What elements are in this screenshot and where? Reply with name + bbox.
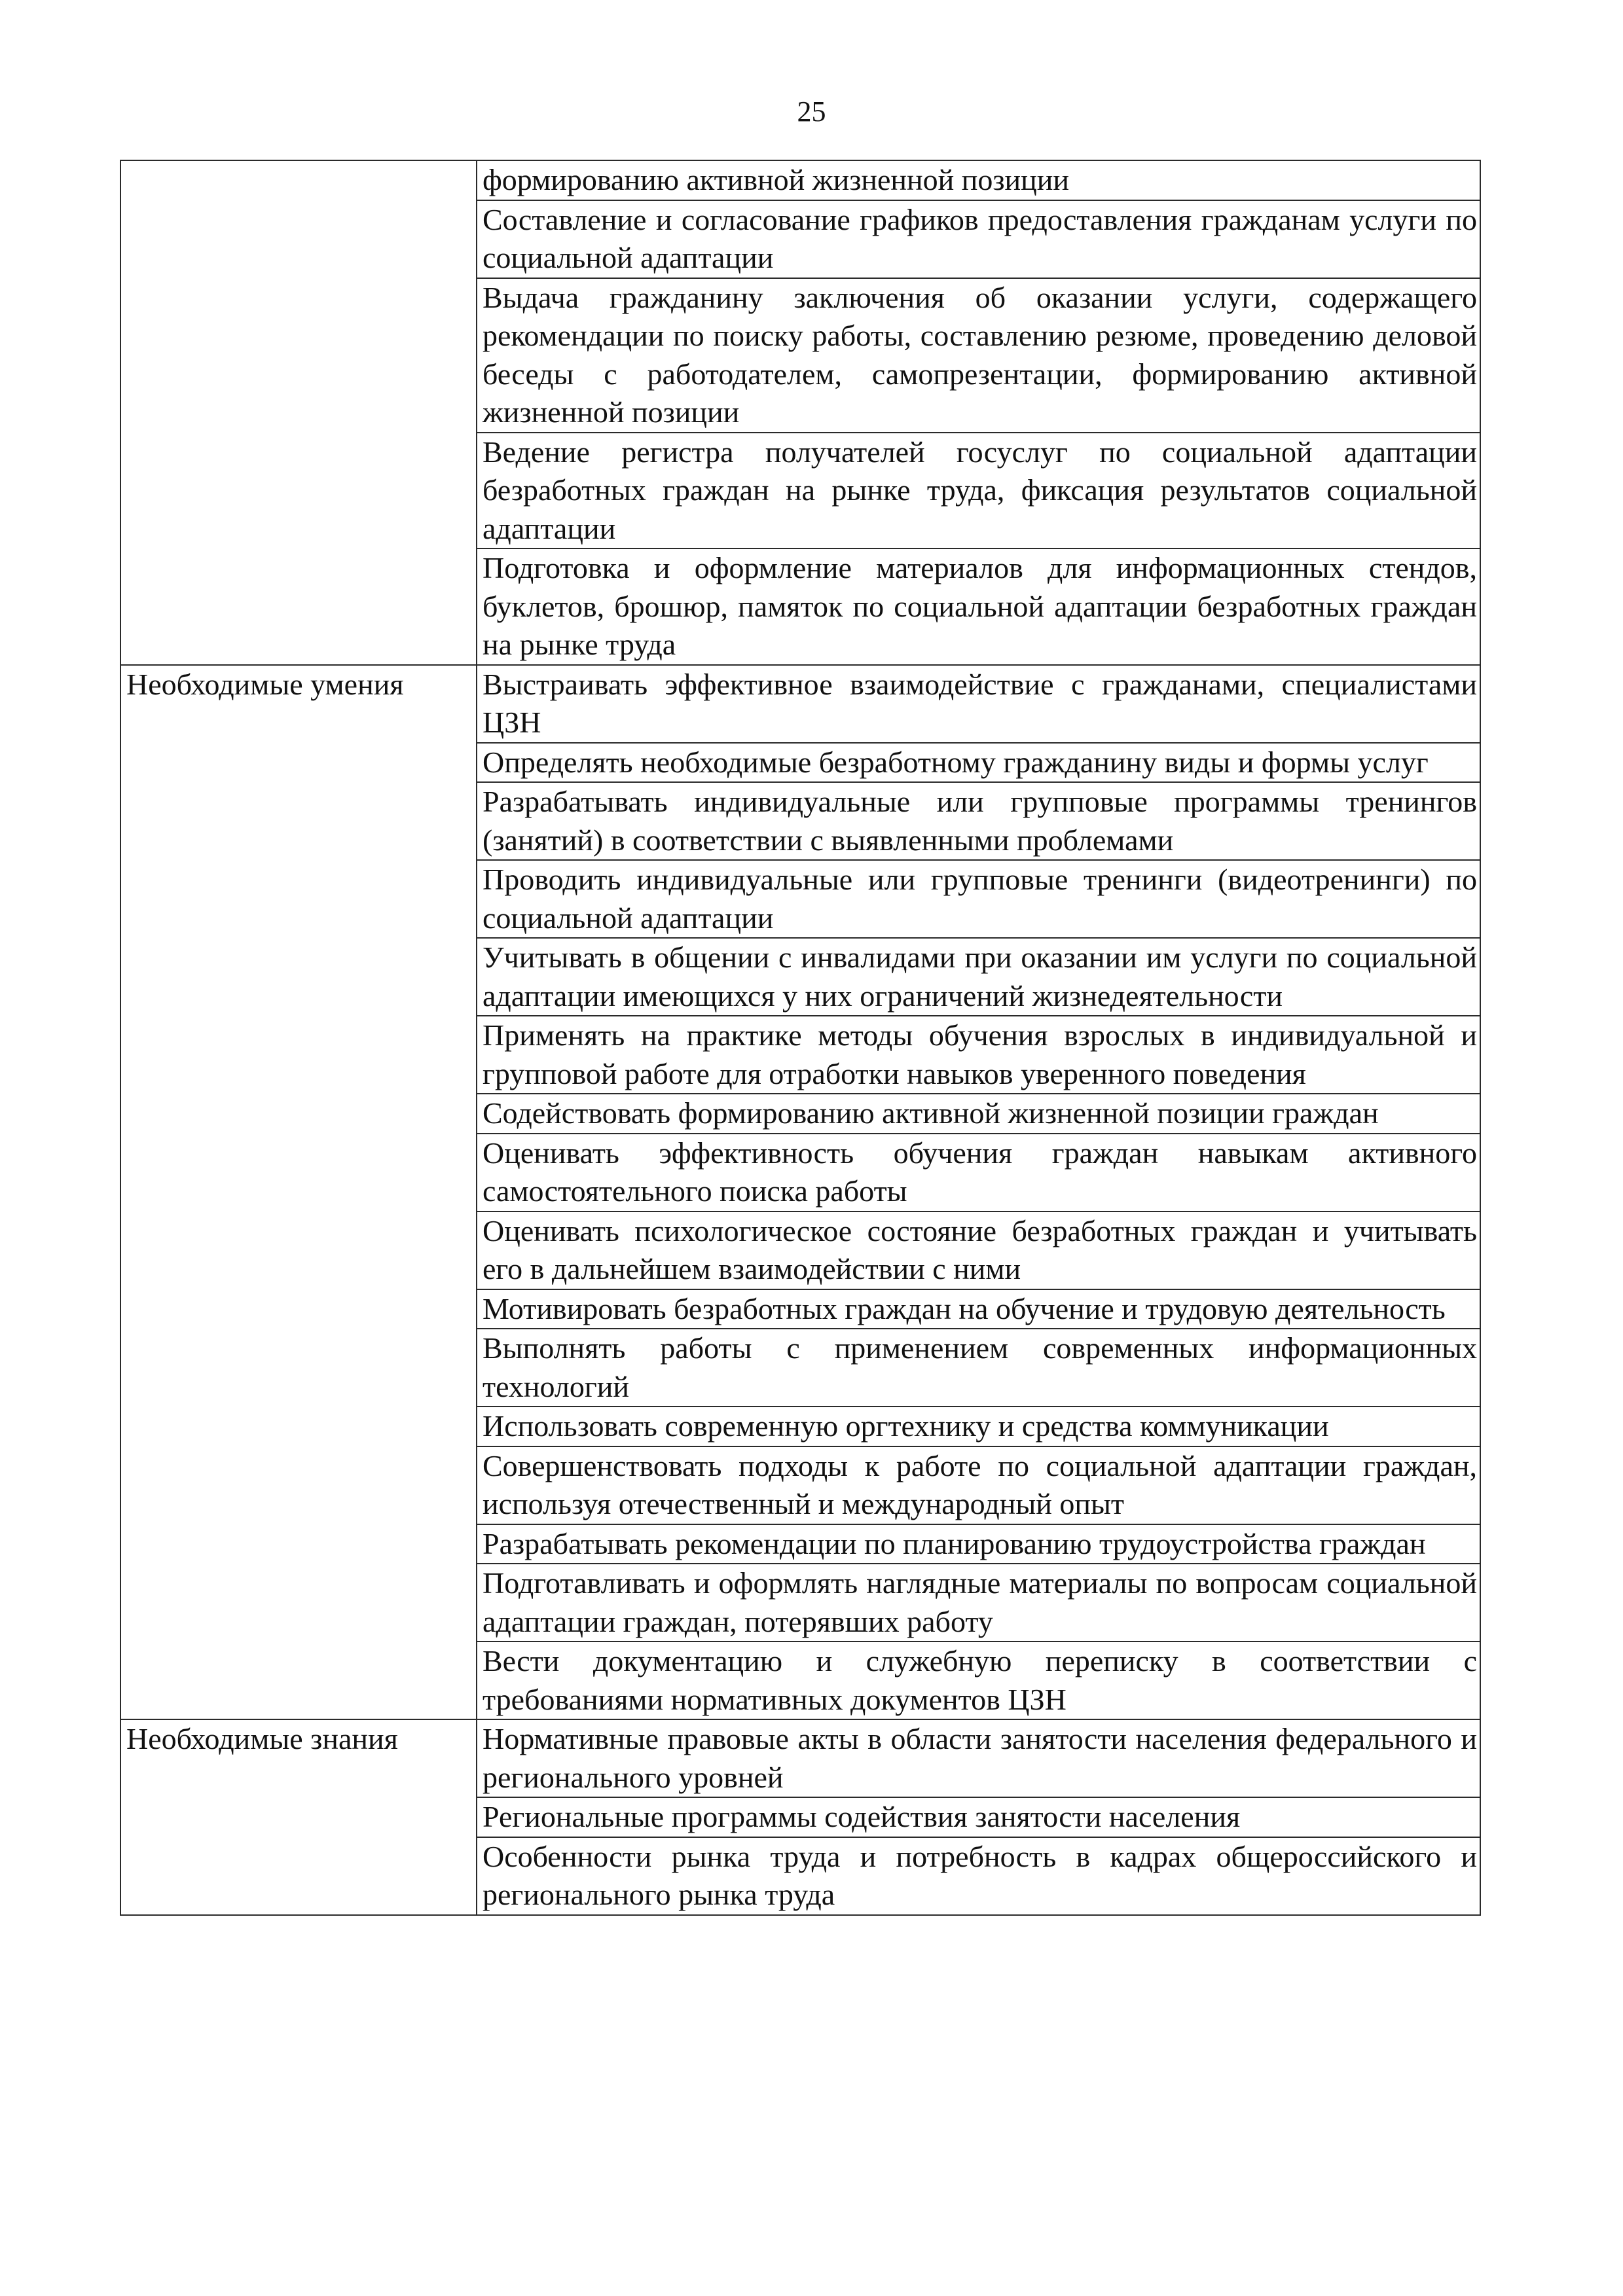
table-cell: Выстраивать эффективное взаимодействие с гражданами, специалистами ЦЗН [477,665,1480,743]
table-cell: Оценивать эффективность обучения граждан навыкам активного самостоятельного поиска работы [477,1134,1480,1211]
table-cell: Подготавливать и оформлять наглядные материалы по вопросам социальной адаптации граждан, потерявших работу [477,1564,1480,1641]
table-cell: Проводить индивидуальные или групповые тренинги (видеотренинги) по социальной адаптации [477,860,1480,938]
table-cell: Нормативные правовые акты в области занятости населения федерального и регионального уровней [477,1719,1480,1797]
continued-category-cell [120,160,477,665]
table-row [120,665,1480,743]
table-cell: Вести документацию и служебную переписку в соответствии с требованиями нормативных документов ЦЗН [477,1641,1480,1719]
table-cell: Учитывать в общении с инвалидами при оказании им услуги по социальной адаптации имеющихся у них ограничений жизнедеятельности [477,938,1480,1016]
table-cell: Подготовка и оформление материалов для информационных стендов, буклетов, брошюр, памяток по социальной адаптации безработных граждан на рынке труда [477,548,1480,665]
requirements-table [120,160,1481,1916]
table-cell: Оценивать психологическое состояние безработных граждан и учитывать его в дальнейшем взаимодействии с ними [477,1211,1480,1289]
table-cell: формированию активной жизненной позиции [477,160,1480,200]
table-cell: Особенности рынка труда и потребность в кадрах общероссийского и регионального рынка труда [477,1837,1480,1915]
table-cell: Определять необходимые безработному гражданину виды и формы услуг [477,743,1480,783]
table-cell: Ведение регистра получателей госуслуг по социальной адаптации безработных граждан на рынке труда, фиксация результатов социальной адаптации [477,433,1480,549]
skills-label: Необходимые умения [120,665,477,1720]
table-cell: Совершенствовать подходы к работе по социальной адаптации граждан, используя отечественный и международный опыт [477,1446,1480,1524]
table-cell: Разрабатывать индивидуальные или групповые программы тренингов (занятий) в соответствии с выявленными проблемами [477,782,1480,860]
table-cell: Мотивировать безработных граждан на обучение и трудовую деятельность [477,1289,1480,1329]
table-cell: Применять на практике методы обучения взрослых в индивидуальной и групповой работе для отработки навыков уверенного поведения [477,1016,1480,1094]
table-row [120,1719,1480,1797]
table-cell: Выполнять работы с применением современных информационных технологий [477,1329,1480,1407]
table-cell: Разрабатывать рекомендации по планированию трудоустройства граждан [477,1524,1480,1564]
table-cell: Содействовать формированию активной жизненной позиции граждан [477,1094,1480,1134]
table-cell: Региональные программы содействия занятости населения [477,1797,1480,1837]
page-number: 25 [797,96,826,128]
table-cell: Использовать современную оргтехнику и средства коммуникации [477,1407,1480,1446]
table-row [120,160,1480,200]
table-cell: Выдача гражданину заключения об оказании услуги, содержащего рекомендации по поиску работы, составлению резюме, проведению деловой беседы с работодателем, самопрезентации, формированию активной жизненной позиции [477,278,1480,433]
knowledge-label: Необходимые знания [120,1719,477,1915]
table-cell: Составление и согласование графиков предоставления гражданам услуги по социальной адаптации [477,200,1480,278]
